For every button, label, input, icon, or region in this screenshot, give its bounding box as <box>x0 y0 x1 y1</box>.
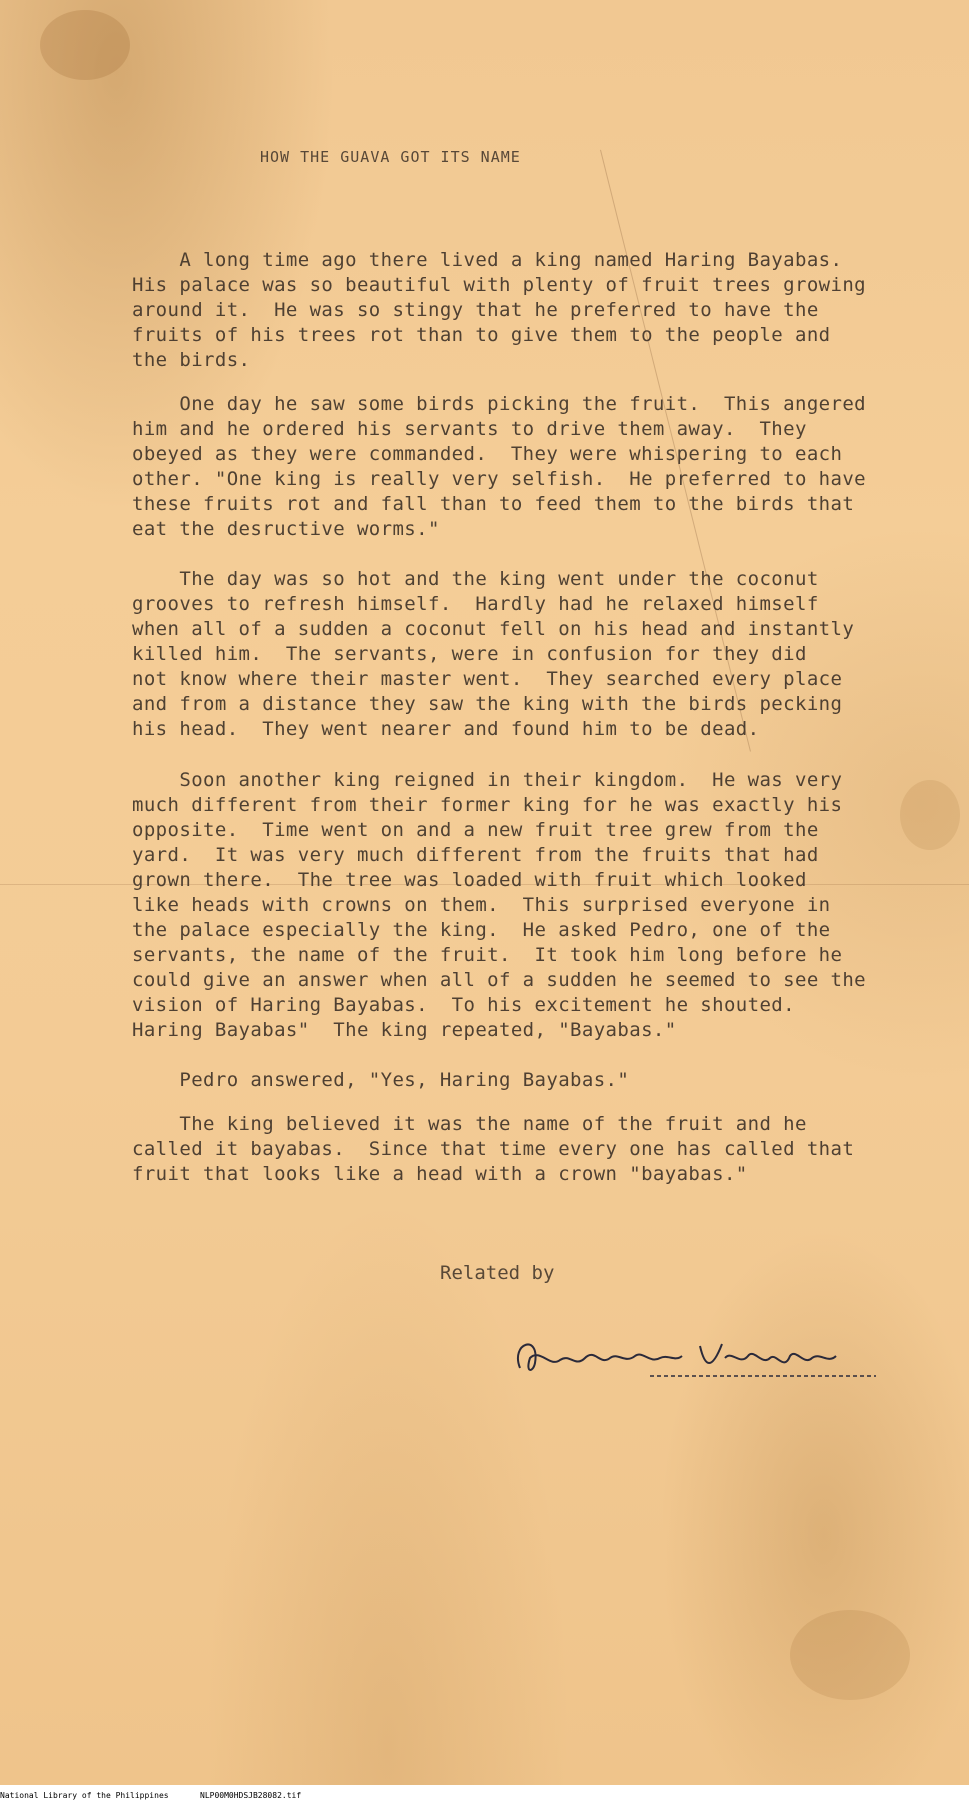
story-title: HOW THE GUAVA GOT ITS NAME <box>260 148 521 166</box>
footer-library: National Library of the Philippines <box>0 1791 169 1800</box>
paragraph-2: One day he saw some birds picking the fruit. This angered him and he ordered his servants to drive them away. They obeyed as they were commanded. They were whispering to each other. "One king is really very selfish. He preferred to have these fruits rot and fall than to feed them to the birds that eat the desructive worms." <box>132 393 867 540</box>
paragraph-5: Pedro answered, "Yes, Haring Bayabas." <box>132 1069 630 1091</box>
paper-stain <box>900 780 960 850</box>
paragraph-6: The king believed it was the name of the fruit and he called it bayabas. Since that time every one has called that fruit that looks like a head with a crown "bayabas." <box>132 1113 855 1185</box>
handwritten-signature <box>500 1328 886 1388</box>
paragraph-3: The day was so hot and the king went under the coconut grooves to refresh himself. Hardly had he relaxed himself when all of a sudden a coconut fell on his head and instantly killed him. The servants, were in confusion for they did not know where their master went. They searched every place and from a distance they saw the king with the birds pecking his head. They went nearer and found him to be dead. <box>132 568 855 740</box>
paragraph-4: Soon another king reigned in their kingdom. He was very much different from their former king for he was exactly his opposite. Time went on and a new fruit tree grew from the yard. It was very much different from the fruits that had grown there. The tree was loaded with fruit which looked like heads with crowns on them. This surprised everyone in the palace especially the king. He asked Pedro, one of the servants, the name of the fruit. It took him long before he could give an answer when all of a sudden he seemed to see the vision of Haring Bayabas. To his excitement he shouted. Haring Bayabas" The king repeated, "Bayabas." <box>132 769 867 1041</box>
paper-stain <box>790 1610 910 1700</box>
footer-filename: NLP00M0HDSJB28082.tif <box>200 1791 302 1800</box>
paper-stain <box>40 10 130 80</box>
related-by-label: Related by <box>440 1262 555 1284</box>
paragraph-1: A long time ago there lived a king named Haring Bayabas. His palace was so beautiful with plenty of fruit trees growing around it. He was so stingy that he preferred to have the fruits of his trees rot than to give them to the people and the birds. <box>132 249 867 371</box>
scan-footer <box>0 1785 969 1800</box>
